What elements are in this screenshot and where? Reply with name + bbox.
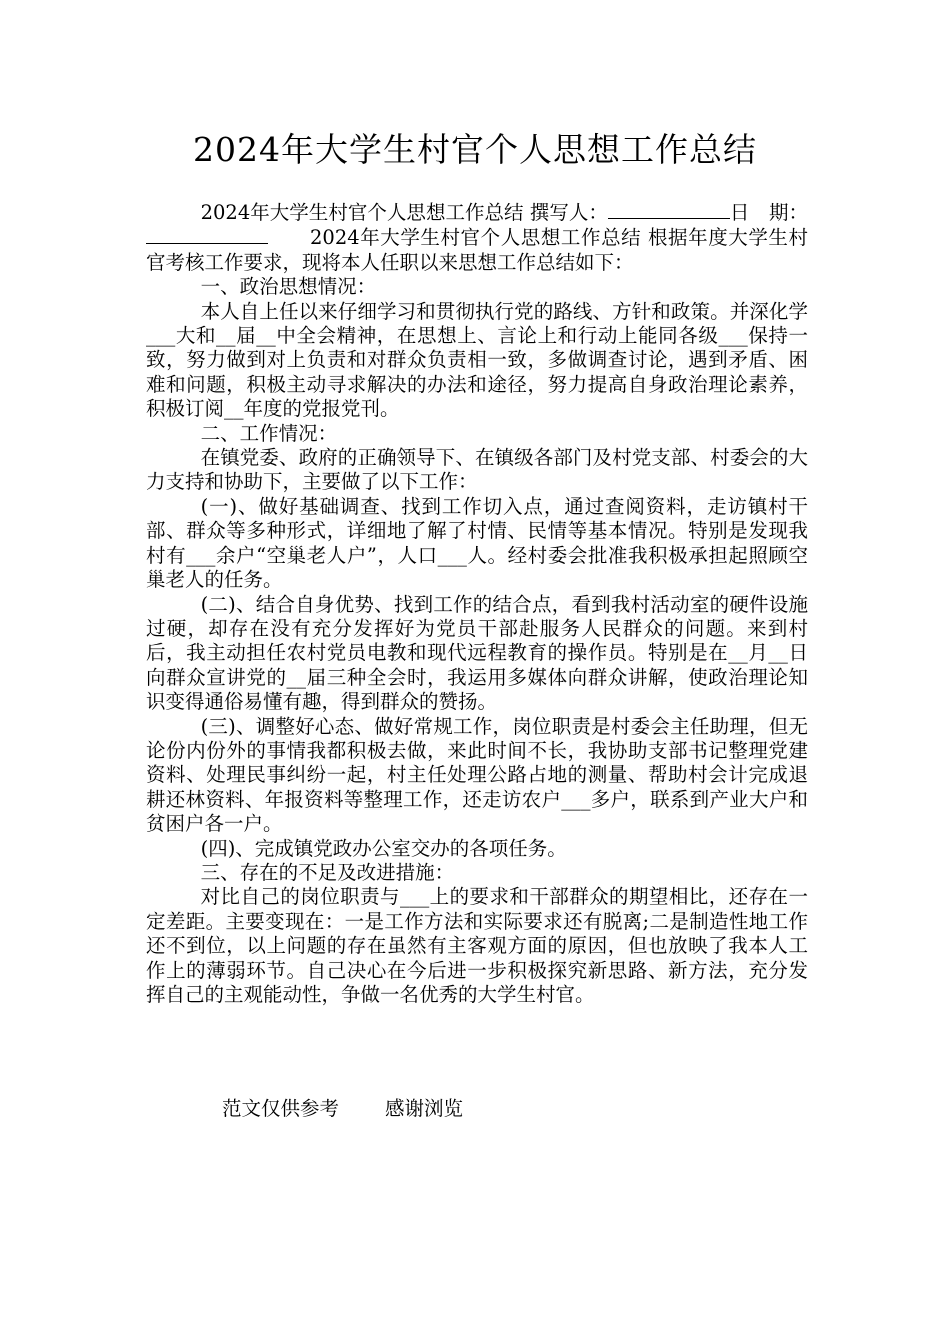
date-blank — [146, 225, 268, 244]
header-doc-title: 2024年大学生村官个人思想工作总结 — [200, 201, 524, 224]
header-paragraph — [146, 200, 808, 275]
section-2-item-2: (二)、结合自身优势、找到工作的结合点，看到我村活动室的硬件设施过硬，却存在没有充分发挥好为党员干部赴服务人民群众的问题。来到村后，我主动担任农村党员电教和现代远程教育的操作员。特别是在__月__日向群众宣讲党的__届三种全会时，我运用多媒体向群众讲解，使政治理论知识变得通俗易懂有趣，得到群众的赞扬。 — [146, 592, 808, 714]
intro-text: 2024年大学生村官个人思想工作总结 根据年度大学生村官考核工作要求，现将本人任职以来思想工作总结如下： — [146, 226, 808, 274]
author-label: 撰写人： — [529, 201, 608, 224]
section-2-paragraph: 在镇党委、政府的正确领导下、在镇级各部门及村党支部、村委会的大力支持和协助下，主要做了以下工作： — [146, 446, 808, 494]
section-2-item-1: (一)、做好基础调查、找到工作切入点，通过查阅资料，走访镇村干部、群众等多种形式，详细地了解了村情、民情等基本情况。特别是发现我村有___余户“空巢老人户”，人口___人。经村委会批准我积极承担起照顾空巢老人的任务。 — [146, 494, 808, 592]
document-title: 2024年大学生村官个人思想工作总结 — [193, 130, 757, 169]
section-3-heading: 三、存在的不足及改进措施： — [200, 860, 455, 884]
author-blank — [608, 200, 730, 219]
section-3-paragraph: 对比自己的岗位职责与___上的要求和干部群众的期望相比，还存在一定差距。主要变现在：一是工作方法和实际要求还有脱离;二是制造性地工作还不到位，以上问题的存在虽然有主客观方面的原因，但也放映了我本人工作上的薄弱环节。自己决心在今后进一步积极探究新思路、新方法，充分发挥自己的主观能动性，争做一名优秀的大学生村官。 — [146, 885, 808, 1006]
section-1-paragraph: 本人自上任以来仔细学习和贯彻执行党的路线、方针和政策。并深化学___大和__届__中全会精神，在思想上、言论上和行动上能同各级___保持一致，努力做到对上负责和对群众负责相一致，多做调查讨论，遇到矛盾、困难和问题，积极主动寻求解决的办法和途径，努力提高自身政治理论素养，积极订阅__年度的党报党刊。 — [146, 299, 808, 421]
section-2-item-3: (三)、调整好心态、做好常规工作，岗位职责是村委会主任助理，但无论份内份外的事情我都积极去做，来此时间不长，我协助支部书记整理党建资料、处理民事纠纷一起，村主任处理公路占地的测量、帮助村会计完成退耕还林资料、年报资料等整理工作，还走访农户___多户，联系到产业大户和贫困户各一户。 — [146, 714, 808, 836]
footer-left: 范文仅供参考 — [222, 1097, 340, 1120]
document-body — [146, 200, 808, 1007]
section-1-heading: 一、政治思想情况： — [200, 275, 377, 299]
section-2-item-4: (四)、完成镇党政办公室交办的各项任务。 — [200, 836, 567, 860]
footer-right: 感谢浏览 — [385, 1097, 464, 1120]
section-2-heading: 二、工作情况： — [200, 421, 338, 445]
date-label: 日 期： — [729, 201, 808, 224]
footer-note — [222, 1096, 463, 1122]
